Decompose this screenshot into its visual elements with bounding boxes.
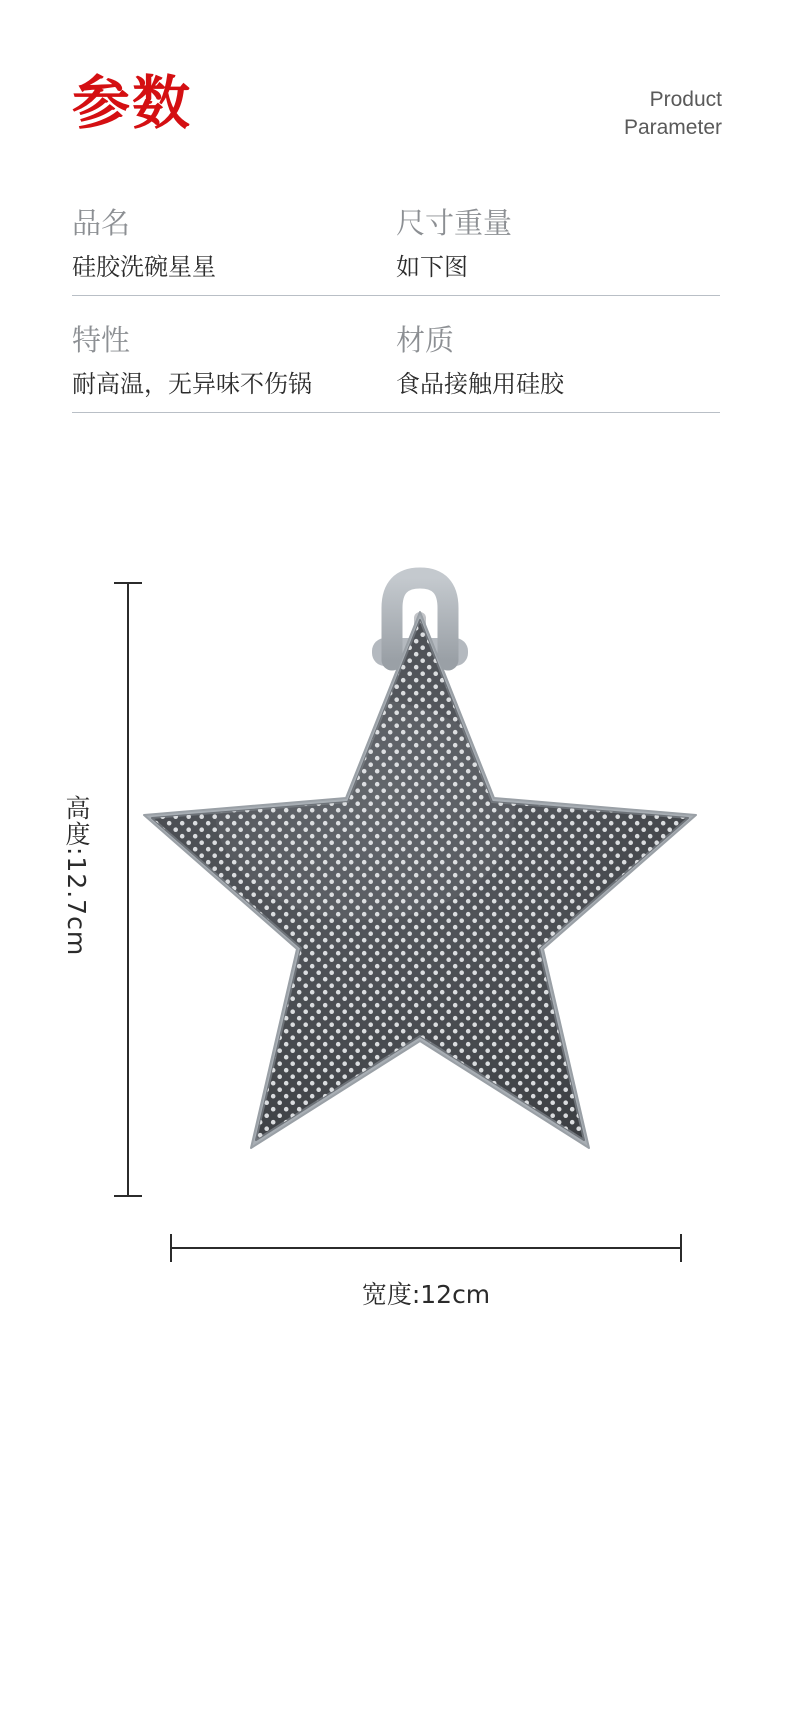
product-image	[140, 560, 700, 1220]
height-dimension-cap-bottom	[114, 1195, 142, 1197]
page-title: 参数	[72, 69, 193, 137]
spec-table	[72, 205, 720, 413]
spec-value: 食品接触用硅胶	[396, 369, 564, 398]
spec-row	[72, 205, 720, 296]
page-title-english-line2: Parameter	[623, 116, 722, 140]
page-title-english	[624, 86, 722, 143]
spec-cell-material	[396, 322, 720, 400]
height-dimension-rule	[127, 582, 129, 1197]
spec-value: 耐高温，无异味不伤锅	[72, 369, 312, 398]
spec-label: 品名	[72, 206, 131, 240]
width-dimension-line	[170, 1247, 682, 1309]
spec-value: 硅胶洗碗星星	[72, 252, 216, 281]
spec-label: 材质	[396, 323, 455, 358]
spec-label: 尺寸重量	[396, 206, 513, 240]
spec-label: 特性	[72, 323, 131, 358]
width-dimension-label: 宽度:12cm	[361, 1280, 491, 1309]
product-figure	[0, 540, 790, 1330]
page-title-english-line1: Product	[649, 88, 722, 111]
height-dimension-line	[127, 582, 129, 1730]
spec-cell-size-weight	[396, 205, 720, 283]
width-dimension-rule	[170, 1247, 682, 1249]
width-dimension-cap-right	[680, 1234, 682, 1262]
spec-value: 如下图	[396, 252, 468, 281]
spec-row	[72, 322, 720, 413]
spec-cell-feature	[72, 322, 396, 400]
page-header	[0, 70, 790, 180]
height-dimension-label: 高度:12.7cm	[62, 795, 91, 957]
spec-cell-product-name	[72, 205, 396, 283]
